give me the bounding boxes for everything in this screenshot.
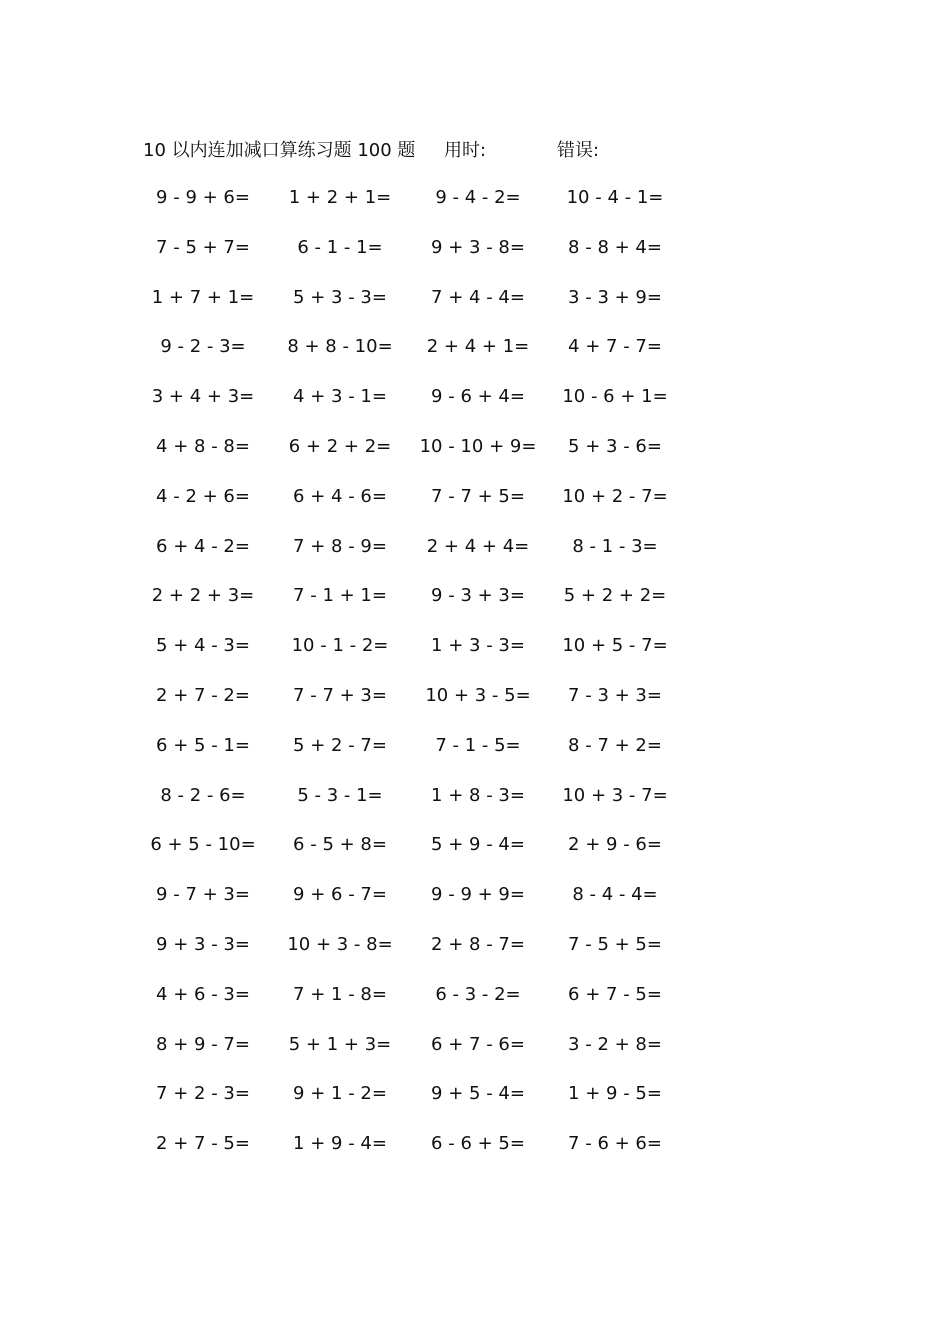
- problem-item: 7 - 1 - 5=: [435, 734, 521, 756]
- problem-item: 7 - 5 + 7=: [156, 236, 250, 258]
- problem-item: 10 - 1 - 2=: [291, 635, 389, 657]
- problem-row: [0, 284, 950, 334]
- problem-item: 6 - 1 - 1=: [297, 236, 383, 258]
- problem-row: [0, 234, 950, 284]
- problem-item: 7 + 1 - 8=: [293, 983, 387, 1005]
- problem-item: 9 + 1 - 2=: [293, 1083, 387, 1105]
- problem-item: 7 + 8 - 9=: [293, 535, 387, 557]
- problem-item: 6 + 4 - 6=: [293, 485, 387, 507]
- problem-item: 5 + 4 - 3=: [156, 635, 250, 657]
- problem-item: 6 + 7 - 5=: [568, 983, 662, 1005]
- problem-item: 2 + 9 - 6=: [568, 834, 662, 856]
- problem-item: 6 + 5 - 1=: [156, 734, 250, 756]
- problem-row: [0, 582, 950, 632]
- problem-row: [0, 682, 950, 732]
- problem-item: 8 - 2 - 6=: [160, 784, 246, 806]
- problem-item: 7 - 3 + 3=: [568, 684, 662, 706]
- problem-item: 5 + 1 + 3=: [288, 1033, 392, 1055]
- problem-item: 4 + 3 - 1=: [293, 386, 387, 408]
- problem-item: 2 + 8 - 7=: [431, 933, 525, 955]
- problem-item: 8 - 8 + 4=: [568, 236, 662, 258]
- problem-item: 6 + 2 + 2=: [288, 435, 392, 457]
- problem-item: 10 - 10 + 9=: [419, 435, 537, 457]
- problem-item: 6 - 3 - 2=: [435, 983, 521, 1005]
- problem-item: 6 + 7 - 6=: [431, 1033, 525, 1055]
- problem-item: 7 - 1 + 1=: [293, 585, 387, 607]
- problem-item: 2 + 2 + 3=: [151, 585, 255, 607]
- problem-item: 1 + 2 + 1=: [288, 187, 392, 208]
- problem-row: [0, 831, 950, 881]
- problem-item: 5 + 2 + 2=: [563, 585, 667, 607]
- problem-item: 8 - 4 - 4=: [572, 884, 658, 906]
- problem-item: 8 - 7 + 2=: [568, 734, 662, 756]
- problem-item: 9 - 7 + 3=: [156, 884, 250, 906]
- problem-item: 2 + 4 + 4=: [426, 535, 530, 557]
- problem-item: 9 + 3 - 3=: [156, 933, 250, 955]
- problem-item: 1 + 7 + 1=: [151, 286, 255, 308]
- problem-row: [0, 483, 950, 533]
- problem-item: 9 - 9 + 9=: [431, 884, 525, 906]
- problem-item: 4 - 2 + 6=: [156, 485, 250, 507]
- problem-row: [0, 1130, 950, 1180]
- problem-row: [0, 333, 950, 383]
- problem-item: 9 - 2 - 3=: [160, 336, 246, 358]
- problem-item: 3 - 3 + 9=: [568, 286, 662, 308]
- problem-row: [0, 1080, 950, 1130]
- worksheet-header: [0, 136, 950, 166]
- problem-row: [0, 632, 950, 682]
- problem-item: 7 - 5 + 5=: [568, 933, 662, 955]
- problem-row: [0, 931, 950, 981]
- problem-item: 7 - 6 + 6=: [568, 1133, 662, 1155]
- problem-item: 2 + 7 - 5=: [156, 1133, 250, 1155]
- problem-item: 10 + 3 - 5=: [425, 684, 531, 706]
- problem-item: 7 - 7 + 5=: [431, 485, 525, 507]
- time-label: 用时:: [444, 140, 487, 161]
- problem-item: 4 + 6 - 3=: [156, 983, 250, 1005]
- problem-item: 4 + 8 - 8=: [156, 435, 250, 457]
- problem-item: 10 + 3 - 7=: [562, 784, 668, 806]
- problem-item: 6 + 5 - 10=: [150, 834, 256, 856]
- problem-item: 9 - 4 - 2=: [435, 187, 521, 208]
- problem-item: 8 + 9 - 7=: [156, 1033, 250, 1055]
- problem-item: 2 + 7 - 2=: [156, 684, 250, 706]
- problem-item: 6 - 6 + 5=: [431, 1133, 525, 1155]
- problem-item: 5 + 3 - 6=: [568, 435, 662, 457]
- problem-row: [0, 1031, 950, 1081]
- problem-item: 9 - 9 + 6=: [156, 187, 250, 208]
- problem-item: 4 + 7 - 7=: [568, 336, 662, 358]
- worksheet-title: 10 以内连加减口算练习题 100 题: [143, 140, 416, 161]
- problem-item: 5 - 3 - 1=: [297, 784, 383, 806]
- problem-item: 9 - 3 + 3=: [431, 585, 525, 607]
- problem-item: 7 + 4 - 4=: [431, 286, 525, 308]
- problem-item: 2 + 4 + 1=: [426, 336, 530, 358]
- problem-item: 1 + 3 - 3=: [431, 635, 525, 657]
- problem-item: 9 + 3 - 8=: [431, 236, 525, 258]
- problem-item: 1 + 9 - 4=: [293, 1133, 387, 1155]
- problem-row: [0, 782, 950, 832]
- problem-item: 1 + 8 - 3=: [431, 784, 525, 806]
- problem-item: 10 - 4 - 1=: [566, 187, 664, 208]
- problem-item: 6 - 5 + 8=: [293, 834, 387, 856]
- problem-item: 10 + 2 - 7=: [562, 485, 668, 507]
- problem-item: 3 - 2 + 8=: [568, 1033, 662, 1055]
- problem-item: 7 + 2 - 3=: [156, 1083, 250, 1105]
- problem-item: 9 + 6 - 7=: [293, 884, 387, 906]
- problem-item: 10 + 5 - 7=: [562, 635, 668, 657]
- problem-item: 9 + 5 - 4=: [431, 1083, 525, 1105]
- problem-row: [0, 433, 950, 483]
- problem-item: 8 + 8 - 10=: [287, 336, 393, 358]
- problem-item: 5 + 3 - 3=: [293, 286, 387, 308]
- problem-row: [0, 184, 950, 234]
- error-label: 错误:: [557, 140, 600, 161]
- problem-item: 8 - 1 - 3=: [572, 535, 658, 557]
- problem-item: 5 + 2 - 7=: [293, 734, 387, 756]
- problem-row: [0, 732, 950, 782]
- problem-item: 1 + 9 - 5=: [568, 1083, 662, 1105]
- problem-item: 10 - 6 + 1=: [562, 386, 668, 408]
- problem-item: 3 + 4 + 3=: [151, 386, 255, 408]
- problem-row: [0, 981, 950, 1031]
- problem-row: [0, 383, 950, 433]
- problem-grid: [0, 184, 950, 1180]
- problem-row: [0, 881, 950, 931]
- problem-item: 6 + 4 - 2=: [156, 535, 250, 557]
- problem-item: 9 - 6 + 4=: [431, 386, 525, 408]
- problem-item: 7 - 7 + 3=: [293, 684, 387, 706]
- problem-item: 10 + 3 - 8=: [287, 933, 393, 955]
- problem-item: 5 + 9 - 4=: [431, 834, 525, 856]
- problem-row: [0, 533, 950, 583]
